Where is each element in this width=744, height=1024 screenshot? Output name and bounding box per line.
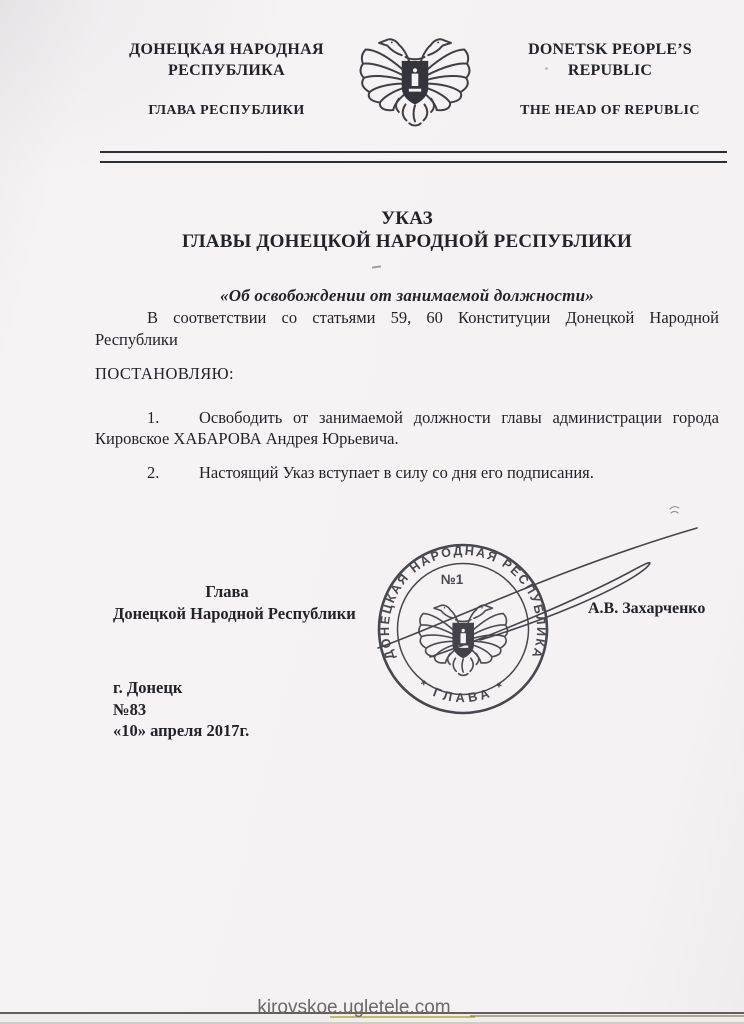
decree-title-line2: ГЛАВЫ ДОНЕЦКОЙ НАРОДНОЙ РЕСПУБЛИКИ	[182, 231, 632, 252]
decree-body	[95, 307, 719, 483]
scan-edge-brown	[470, 1015, 744, 1017]
issue-city: г. Донецк	[113, 678, 183, 697]
official-seal-stamp	[350, 495, 730, 725]
header-left-line2: РЕСПУБЛИКА	[168, 61, 285, 79]
header-divider	[100, 151, 727, 163]
issue-number: №83	[113, 699, 147, 719]
signatory-name: А.В. Захарченко	[588, 600, 706, 617]
intro-line1: В соответствии со статьями 59, 60 Конституции Донецкой Народной	[147, 308, 719, 327]
issue-date: «10» апреля 2017г.	[113, 721, 250, 740]
issue-block	[113, 677, 249, 742]
resolve-word: ПОСТАНОВЛЯЮ:	[95, 364, 234, 383]
header-left-line1: ДОНЕЦКАЯ НАРОДНАЯ	[129, 41, 324, 58]
site-watermark: kirovskoe.ugletele.com	[257, 997, 451, 1018]
decree-title-line1: УКАЗ	[381, 208, 433, 229]
header-right-subtitle: THE HEAD OF REPUBLIC	[520, 103, 700, 118]
decree-title	[95, 207, 719, 253]
coat-of-arms-eagle-icon	[348, 23, 482, 129]
clause-2-text: Настоящий Указ вступает в силу со дня его подписания.	[199, 462, 594, 482]
stamp-graphics	[378, 544, 548, 713]
scan-dash	[372, 265, 381, 268]
clause-2-line	[95, 462, 719, 484]
clause-2-number: 2.	[147, 462, 160, 482]
decree-subject: «Об освобождении от занимаемой должности»	[220, 286, 594, 305]
signatory-post-line2: Донецкой Народной Республики	[113, 604, 356, 623]
intro-line2: Республики	[95, 329, 178, 349]
clause-1-line2: Кировское ХАБАРОВА Андрея Юрьевича.	[95, 429, 399, 448]
signatory-post-line1: Глава	[205, 582, 249, 601]
header-right-block	[492, 40, 728, 122]
stamp-eagle-icon	[419, 605, 508, 675]
clause-1-text: Освободить от занимаемой должности главы администрации города	[199, 407, 719, 427]
stamp-bottom-arc-text: * ГЛАВА *	[416, 676, 510, 706]
header-right-line2: REPUBLIC	[567, 61, 653, 79]
header-left-subtitle: ГЛАВА РЕСПУБЛИКИ	[148, 103, 305, 118]
header-right-line1: DONETSK PEOPLE’S	[528, 41, 692, 58]
clause-1-line1	[95, 407, 719, 429]
scan-bottom-edge	[0, 1022, 744, 1024]
header-left-block	[113, 40, 340, 122]
stamp-top-arc-text: ДОНЕЦКАЯ НАРОДНАЯ РЕСПУБЛИКА	[377, 543, 549, 662]
clause-1-number: 1.	[147, 407, 160, 427]
scan-speck	[545, 67, 548, 70]
stamp-number: №1	[440, 572, 464, 587]
